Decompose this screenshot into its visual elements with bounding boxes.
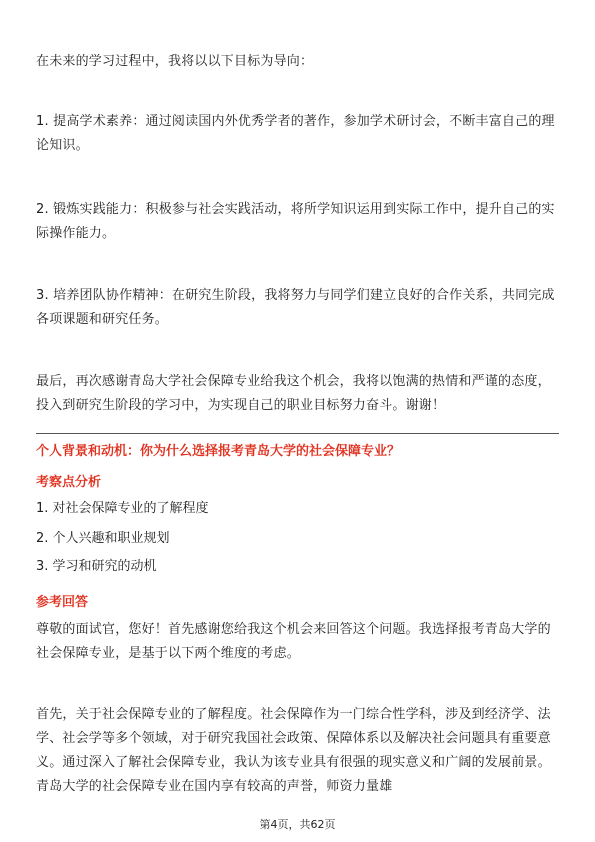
answer-paragraph-1: 尊敬的面试官，您好！首先感谢您给我这个机会来回答这个问题。我选择报考青岛大学的社会保障专业，是基于以下两个维度的考虑。 [36,622,551,661]
question-title: 个人背景和动机：你为什么选择报考青岛大学的社会保障专业？ [36,444,401,459]
goal-item-3: 3. 培养团队协作精神：在研究生阶段，我将努力与同学们建立良好的合作关系，共同完成各项课题和研究任务。 [36,288,555,327]
intro-paragraph: 在未来的学习过程中，我将以以下目标为导向： [36,54,314,69]
goal-item-2: 2. 锻炼实践能力：积极参与社会实践活动，将所学知识运用到实际工作中，提升自己的实际操作能力。 [36,202,555,241]
analysis-heading: 考察点分析 [36,475,102,490]
goal-item-1: 1. 提高学术素养：通过阅读国内外优秀学者的著作，参加学术研讨会，不断丰富自己的理论知识。 [36,114,555,153]
section-divider [36,433,559,434]
answer-heading: 参考回答 [36,595,89,610]
analysis-point-1: 1. 对社会保障专业的了解程度 [36,501,209,516]
closing-paragraph: 最后，再次感谢青岛大学社会保障专业给我这个机会，我将以饱满的热情和严谨的态度，投入到研究生阶段的学习中，为实现自己的职业目标努力奋斗。谢谢！ [36,374,551,413]
analysis-point-2: 2. 个人兴趣和职业规划 [36,531,170,546]
analysis-point-3: 3. 学习和研究的动机 [36,559,157,574]
page-number: 第4页，共62页 [259,818,336,831]
answer-paragraph-2: 首先，关于社会保障专业的了解程度。社会保障作为一门综合性学科，涉及到经济学、法学、社会学等多个领域，对于研究我国社会政策、保障体系以及解决社会问题具有重要意义。通过深入了解社会保障专业，我认为该专业具有很强的现实意义和广阔的发展前景。青岛大学的社会保障专业在国内享有较高的声誉，师资力量雄 [36,707,551,794]
